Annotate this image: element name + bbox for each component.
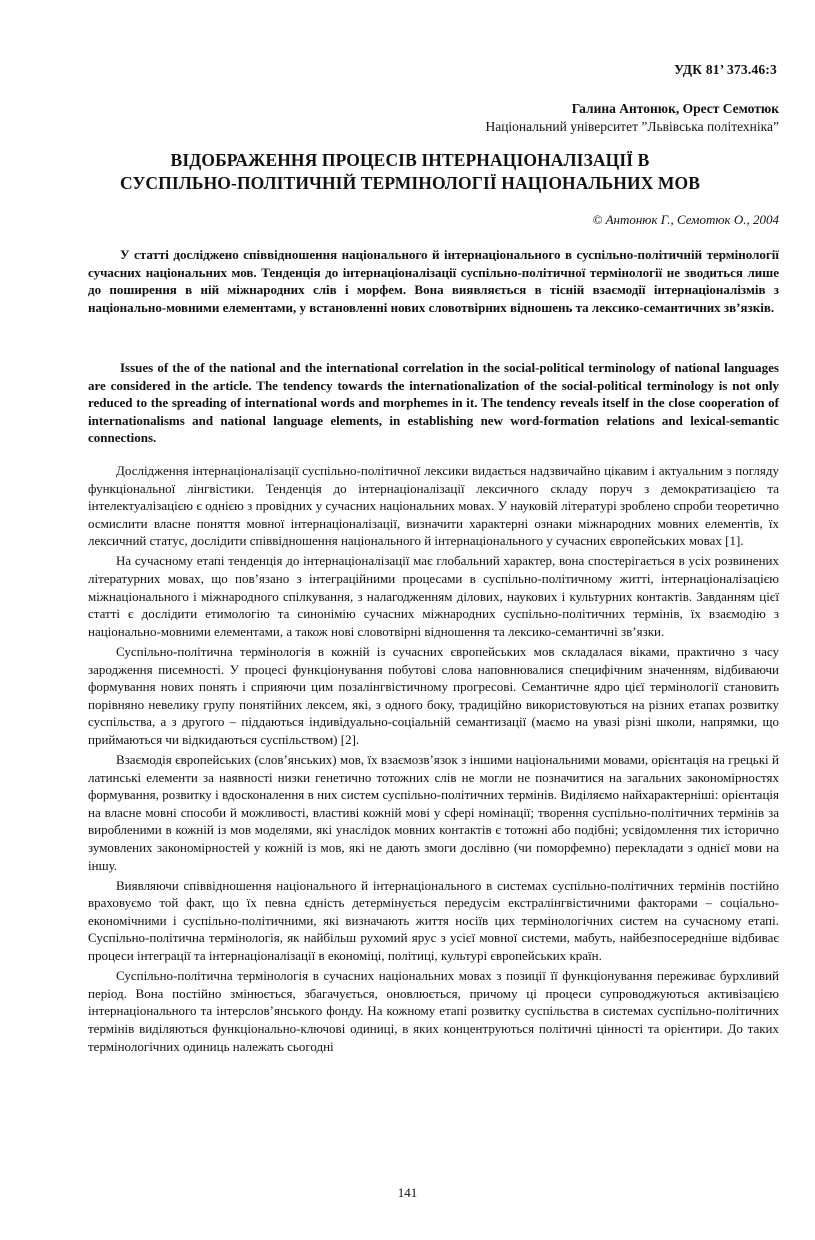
article-body [88,462,779,1058]
author-block [485,100,779,136]
body-paragraph: Суспільно-політична термінологія в кожній із сучасних європейських мов складалася віками, практично з часу зародження писемності. У процесі функціонування побутові слова наповнювалися специфічним значенням, відбиваючи формування нових понять і сприяючи цим позалінгвістичному прогресові. Семантичне ядро цієї термінології становить порівняно невелику групу понятійних лексем, які, з одного боку, традиційно використовуються на різних етапах розвитку суспільства, а з другого – піддаються індивідуально-соціальній семантизації (маємо на увазі різні школи, напрямки, що приймаються чи відкидаються суспільством) [2]. [88,643,779,747]
author-affiliation: Національний університет ”Львівська політехніка” [485,119,779,134]
title-line-2: СУСПІЛЬНО-ПОЛІТИЧНІЙ ТЕРМІНОЛОГІЇ НАЦІОНАЛЬНИХ МОВ [119,173,701,193]
article-title [40,149,780,195]
page-number: 141 [397,1185,418,1200]
body-paragraph: Суспільно-політична термінологія в сучасних національних мовах з позиції її функціонування переживає бурхливий період. Вона постійно змінюється, збагачується, оновлюється, причому ці процеси супроводжуються активізацією інтернаціонального та інтерслов’янського фонду. На кожному етапі розвитку суспільства в системах суспільно-політичних термінів виділяються функціонально-ключові одиниці, в яких концентруються політичні цінності та орієнтири. До таких термінологічних одиниць належать сьогодні [88,968,779,1054]
title-line-1: ВІДОБРАЖЕННЯ ПРОЦЕСІВ ІНТЕРНАЦІОНАЛІЗАЦІЇ В [170,150,650,170]
copyright-line: © Антонюк Г., Семотюк О., 2004 [592,212,779,227]
abstract-ukrainian: У статті досліджено співвідношення національного й інтернаціонального в суспільно-політичній термінології сучасних національних мов. Тенденція до інтернаціоналізації суспільно-політичної термінології не зводиться лише до поширення в ній міжнародних слів і морфем. Вона виявляється в тісній взаємодії інтернаціоналізмів з національно-мовними елементами, у встановленні нових словотвірних відношень та лексико-семантичних зв’язків. [88,247,779,315]
body-paragraph: Дослідження інтернаціоналізації суспільно-політичної лексики видається надзвичайно цікавим і актуальним з погляду функціональної лінгвістики. Тенденція до інтернаціоналізації лексичного складу поруч з демократизацією та інтелектуалізацією є однією з провідних у сучасних національних мовах. У науковій літературі зроблено спроби теоретично осмислити власне поняття мовної інтернаціоналізації, визначити характерні ознаки міжнародних мовних елементів, їх лексичний статус, дослідити співвідношення національного й інтернаціонального у сучасних європейських мовах [1]. [88,463,779,549]
udc-code: УДК 81’ 373.46:3 [674,62,777,77]
author-names: Галина Антонюк, Орест Семотюк [571,101,779,116]
body-paragraph: На сучасному етапі тенденція до інтернаціоналізації має глобальний характер, вона спостерігається в усіх розвинених літературних мовах, що пов’язано з інтеграційними процесами в суспільно-політичному житті, інтернаціоналізацією міжнаціонального і міжнародного спілкування, з налагодженням ділових, наукових і культурних контактів. Завданням цієї статті є дослідити етимологію та синонімію сучасних міжнародних суспільно-політичних термінів, їх взаємодію з національно-мовними елементами, а також нові словотвірні відношення та лексико-семантичні зв’язки. [88,553,779,639]
abstract-english: Issues of the of the national and the international correlation in the social-political terminology of national languages are considered in the article. The tendency towards the internationalization of the social-political terminology is not only reduced to the spreading of international words and morphemes in it. The tendency reveals itself in the close cooperation of internationalisms and national language elements, in establishing new word-formation relations and lexical-semantic connections. [88,360,779,446]
body-paragraph: Виявляючи співвідношення національного й інтернаціонального в системах суспільно-політичних термінів постійно враховуємо той факт, що їх певна єдність детермінується передусім екстралінгвістичними факторами – соціально-економічними і суспільно-політичними, які визначають життя носіїв цих термінологічних систем на сучасному етапі. Суспільно-політична термінологія, як найбільш рухомий ярус з усієї мовної системи, мабуть, найбезпосередніше відбиває процеси інтеграції та інтернаціоналізації в економіці, політиці, культурі європейських країн. [88,877,779,964]
body-paragraph: Взаємодія європейських (слов’янських) мов, їх взаємозв’язок з іншими національними мовами, орієнтація на грецькі й латинські елементи за наявності низки генетично тотожних слів не могли не позначитися на загальних закономірностях формування, розвитку і вдосконалення в них систем суспільно-політичних термінів. Виділяємо найхарактерніші: орієнтація на власне мовні способи й можливості, властиві кожній мові у сфері номінації; творення суспільно-політичних термінів за виробленими в кожній із мов моделями, які унаслідок мовних контактів є тотожні або подібні; усвідомлення тих історично зумовлених закономірностей у кожній із мов, які не дають змоги дослівно (чи поморфемно) перекладати з однієї мови на іншу. [88,752,779,873]
